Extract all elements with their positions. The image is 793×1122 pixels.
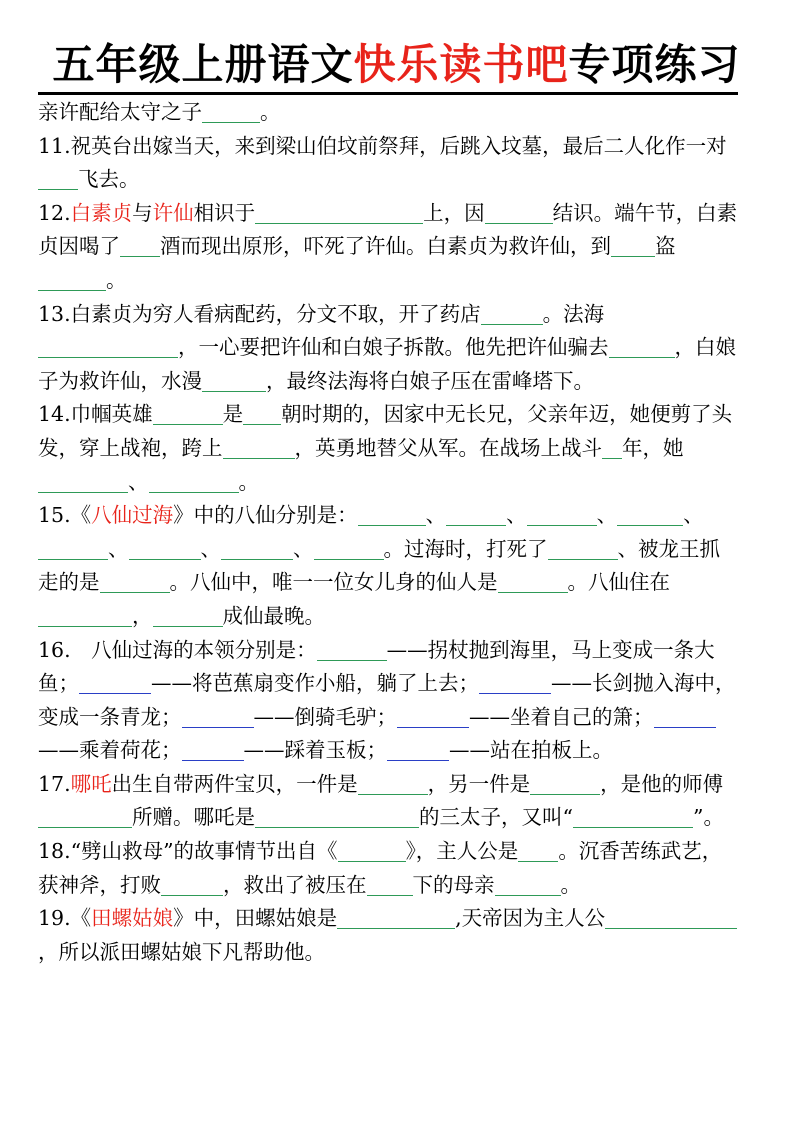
q15-blank-12[interactable]	[38, 604, 132, 627]
page-title	[0, 40, 793, 90]
q16-blank-3[interactable]	[479, 671, 551, 694]
q15-sep: 、	[506, 503, 527, 528]
q13-blank-3[interactable]	[609, 335, 675, 358]
q18-text-2: 》，主人公是	[405, 839, 519, 864]
q12-name-xuxian: 许仙	[152, 200, 194, 225]
question-15	[38, 499, 738, 633]
q17-blank-5[interactable]	[573, 805, 693, 828]
q17-text-2: ，另一件是	[427, 771, 531, 796]
q12-blank-2[interactable]	[485, 201, 553, 224]
q15-blank-8[interactable]	[314, 537, 384, 560]
q12-blank-3[interactable]	[120, 234, 160, 257]
q18-text-5: 下的母亲	[412, 872, 495, 897]
q19-text-2: ,天帝因为主人公	[455, 906, 606, 931]
title-part-1: 五年级上册语文	[52, 40, 354, 89]
q12-text-7: 。	[106, 267, 127, 292]
q15-sep: 、	[683, 503, 704, 528]
q16-blank-7[interactable]	[182, 738, 244, 761]
q15-blank-5[interactable]	[38, 537, 108, 560]
question-16	[38, 634, 738, 768]
question-14	[38, 398, 738, 499]
q15-sep: 、	[293, 536, 314, 561]
q12-blank-5[interactable]	[38, 268, 106, 291]
q18-text-6: 。	[560, 872, 581, 897]
q16-blank-1[interactable]	[317, 638, 387, 661]
q15-text-4: 。八仙中，唯一一位女儿身的仙人是	[169, 570, 498, 595]
q11-blank-1[interactable]	[38, 167, 78, 190]
q15-text-7: 成仙最晚。	[222, 603, 325, 628]
q10-text-2: 。	[260, 100, 281, 124]
q14-blank-1[interactable]	[153, 402, 223, 425]
q12-text-3: 上，因	[423, 200, 485, 225]
q14-text-7: 。	[238, 469, 259, 494]
q18-text-4: ，救出了被压在	[223, 872, 367, 897]
q15-blank-4[interactable]	[617, 503, 683, 526]
q11-text-1: 11.祝英台出嫁当天，来到梁山伯坟前祭拜，后跳入坟墓，最后二人化作一对	[38, 133, 727, 158]
question-18	[38, 835, 738, 902]
q17-blank-4[interactable]	[255, 805, 419, 828]
q14-blank-3[interactable]	[223, 436, 295, 459]
q14-text-4: ，英勇地替父从军。在战场上战斗	[294, 435, 602, 460]
q17-text-1: 出生自带两件宝贝，一件是	[111, 771, 358, 796]
q13-blank-4[interactable]	[202, 369, 266, 392]
q16-text-4: ——长剑抛入海中，变成一条青龙；	[38, 671, 736, 729]
q18-text-1: 18.“劈山救母”的故事情节出自《	[38, 839, 338, 864]
q14-blank-4[interactable]	[602, 436, 622, 459]
q13-text-2: 。法海	[542, 301, 605, 326]
q19-number: 19.《	[38, 906, 92, 931]
q13-text-3: ，一心要把许仙和白娘子拆散。他先把许仙骗去	[178, 335, 609, 360]
q18-blank-1[interactable]	[338, 839, 406, 862]
q13-text-1: 13.白素贞为穷人看病配药，分文不取，开了药店	[38, 301, 481, 326]
q12-text-5: 酒而现出原形，吓死了许仙。白素贞为救许仙，到	[160, 234, 611, 259]
q14-text-1: 14.巾帼英雄	[38, 402, 153, 427]
q18-text-3: 。沉香苦练武艺，获神斧，打败	[38, 839, 723, 897]
q15-blank-13[interactable]	[153, 604, 223, 627]
question-list	[38, 96, 738, 969]
q16-text-2: ——拐杖抛到海里，马上变成一条大鱼；	[38, 637, 715, 696]
q18-blank-5[interactable]	[495, 873, 561, 896]
q12-text-6: 盗	[655, 234, 676, 259]
q17-blank-1[interactable]	[358, 772, 428, 795]
q16-text-9: ——站在拍板上。	[449, 738, 613, 763]
question-11	[38, 130, 738, 197]
q10-blank-1[interactable]	[202, 100, 260, 123]
q12-blank-1[interactable]	[255, 201, 423, 224]
q16-text-7: ——乘着荷花；	[38, 738, 182, 763]
q16-text-1: 16. 八仙过海的本领分别是：	[38, 637, 317, 662]
q15-text-1: 》中的八仙分别是：	[173, 503, 358, 528]
q15-text-6: ，	[132, 603, 153, 628]
q15-blank-9[interactable]	[548, 537, 618, 560]
q18-blank-4[interactable]	[367, 873, 413, 896]
q14-blank-5[interactable]	[38, 470, 128, 493]
q13-blank-2[interactable]	[38, 335, 178, 358]
q11-text-2: 飞去。	[78, 167, 140, 192]
q16-blank-6[interactable]	[654, 705, 716, 728]
q15-blank-11[interactable]	[498, 570, 568, 593]
q16-blank-8[interactable]	[387, 738, 449, 761]
title-underline	[38, 92, 738, 95]
q15-text-3: 被龙王抓走的是	[38, 536, 720, 595]
q14-text-5: 年，她	[622, 435, 684, 460]
q12-text-1: 与	[132, 200, 153, 225]
q15-blank-1[interactable]	[358, 503, 426, 526]
q15-blank-2[interactable]	[446, 503, 506, 526]
q14-blank-2[interactable]	[243, 402, 281, 425]
q14-text-6: 、	[128, 469, 149, 494]
q15-sep: 、	[200, 536, 221, 561]
q17-blank-2[interactable]	[530, 772, 600, 795]
q14-text-2: 是	[222, 402, 244, 427]
q10-text-1: 亲许配给太守之子	[38, 100, 202, 124]
q16-text-8: ——踩着玉板；	[243, 738, 387, 763]
q17-text-4: 所赠。哪吒是	[132, 805, 255, 830]
q16-blank-4[interactable]	[182, 705, 254, 728]
q17-name-nezha: 哪吒	[70, 771, 112, 796]
q12-name-baisuzhen: 白素贞	[70, 200, 133, 225]
q12-text-2: 相识于	[193, 200, 256, 225]
q15-blank-7[interactable]	[221, 537, 293, 560]
q17-text-5: 的三太子，又叫“	[419, 805, 573, 830]
q19-blank-2[interactable]	[605, 906, 737, 929]
question-19	[38, 902, 738, 969]
question-17	[38, 768, 738, 835]
q12-number: 12.	[38, 200, 71, 225]
q15-text-5: 。八仙住在	[567, 570, 670, 595]
q16-blank-2[interactable]	[79, 671, 151, 694]
title-part-3: 专项练习	[568, 40, 741, 89]
q15-sep: 、	[596, 503, 618, 528]
title-highlight: 快乐读书吧	[353, 40, 569, 89]
q19-book-title: 田螺姑娘	[91, 906, 174, 931]
q15-sep: 、	[425, 503, 447, 528]
q16-text-3: ——将芭蕉扇变作小船，躺了上去；	[151, 671, 479, 696]
question-10-tail	[38, 96, 738, 130]
q12-blank-4[interactable]	[611, 234, 655, 257]
q17-blank-3[interactable]	[38, 805, 132, 828]
q13-blank-1[interactable]	[481, 302, 543, 325]
q16-blank-5[interactable]	[397, 705, 469, 728]
q15-text-2: 。过海时，打死了	[383, 536, 548, 561]
q18-blank-2[interactable]	[518, 839, 558, 862]
question-13	[38, 298, 738, 399]
q14-text-3: 朝时期的，因家中无长兄，父亲年迈，她便剪了头发，穿上战袍，跨上	[38, 402, 733, 460]
q17-text-3: ，是他的师傅	[600, 771, 724, 796]
q12-text-4: 结识。端午节，白素贞因喝了	[38, 200, 738, 259]
question-12	[38, 197, 738, 298]
q17-text-6: ”。	[692, 805, 724, 830]
q18-blank-3[interactable]	[161, 873, 223, 896]
q16-text-6: ——坐着自己的箫；	[469, 704, 654, 729]
q15-sep: 、	[108, 536, 129, 561]
q15-blank-10[interactable]	[100, 570, 170, 593]
q16-text-5: ——倒骑毛驴；	[253, 704, 397, 729]
q14-blank-6[interactable]	[149, 470, 239, 493]
q15-blank-6[interactable]	[129, 537, 201, 560]
q15-number: 15.《	[38, 503, 92, 528]
q17-number: 17.	[38, 771, 71, 796]
q19-text-1: 》中，田螺姑娘是	[173, 906, 338, 931]
q13-text-4: ，白娘子为救许仙，水漫	[38, 335, 736, 393]
q15-book-title: 八仙过海	[91, 503, 174, 528]
q13-text-5: ，最终法海将白娘子压在雷峰塔下。	[266, 368, 594, 393]
q15-blank-3[interactable]	[527, 503, 597, 526]
q15-sep: 、	[617, 536, 638, 561]
q19-text-3: ，所以派田螺姑娘下凡帮助他。	[38, 939, 325, 964]
q19-blank-1[interactable]	[337, 906, 455, 929]
